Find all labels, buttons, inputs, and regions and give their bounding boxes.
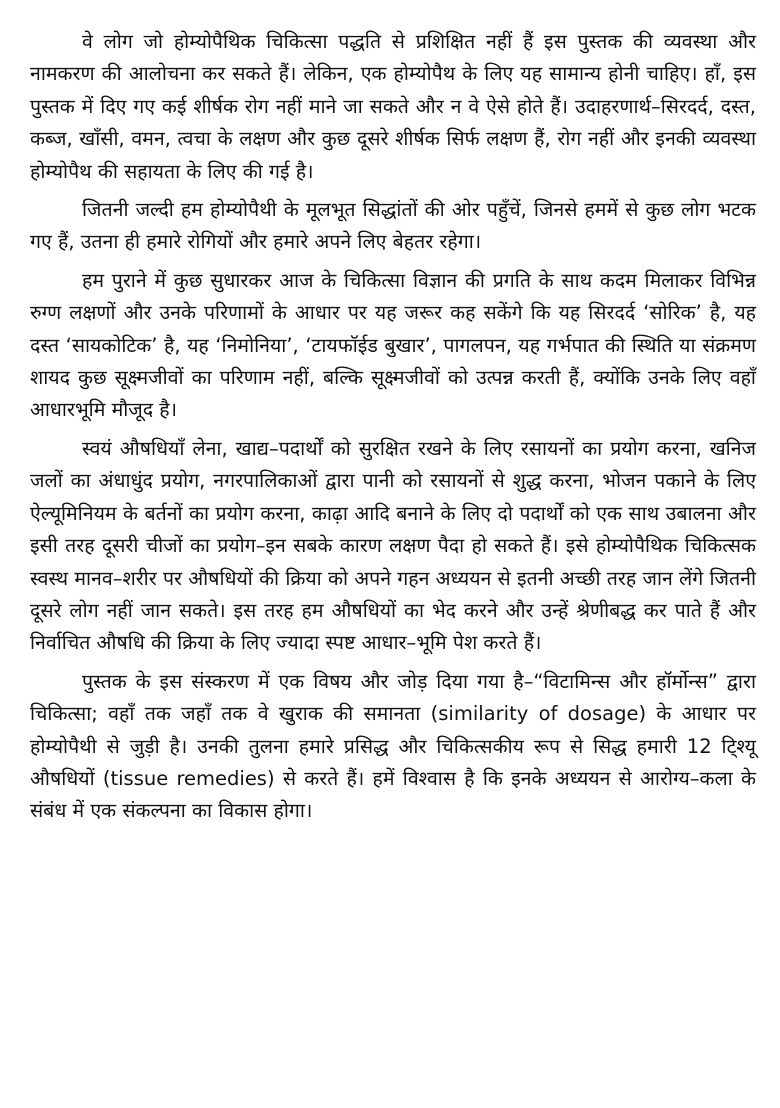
paragraph-1: वे लोग जो होम्योपैथिक चिकित्सा पद्धति से प्रशिक्षित नहीं हैं इस पुस्तक की व्यवस्था और नामकरण की आलोचना कर सकते हैं। लेकिन, एक होम्योपैथ के लिए यह सामान्य होनी चाहिए। हाँ, इस पुस्तक में दिए गए कई शीर्षक रोग नहीं माने जा सकते और न वे ऐसे होते हैं। उदाहरणार्थ–सिरदर्द, दस्त, कब्ज, खाँसी, वमन, त्वचा के लक्षण और कुछ दूसरे शीर्षक सिर्फ लक्षण हैं, रोग नहीं और इनकी व्यवस्था होम्योपैथ की सहायता के लिए की गई है। [30, 30, 756, 183]
paragraph-4: स्वयं औषधियाँ लेना, खाद्य–पदार्थों को सुरक्षित रखने के लिए रसायनों का प्रयोग करना, खनिज जलों का अंधाधुंद प्रयोग, नगरपालिकाओं द्वारा पानी को रसायनों से शुद्ध करना, भोजन पकाने के लिए ऐल्यूमिनियम के बर्तनों का प्रयोग करना, काढ़ा आदि बनाने के लिए दो पदार्थों को एक साथ उबालना और इसी तरह दूसरी चीजों का प्रयोग–इन सबके कारण लक्षण पैदा हो सकते हैं। इसे होम्योपैथिक चिकित्सक स्वस्थ मानव–शरीर पर औषधियों की क्रिया को अपने गहन अध्ययन से इतनी अच्छी तरह जान लेंगे जितनी दूसरे लोग नहीं जान सकते। इस तरह हम औषधियों का भेद करने और उन्हें श्रेणीबद्ध कर पाते हैं और निर्वाचित औषधि की क्रिया के लिए ज्यादा स्पष्ट आधार–भूमि पेश करते हैं। [30, 436, 756, 655]
paragraph-3: हम पुराने में कुछ सुधारकर आज के चिकित्सा विज्ञान की प्रगति के साथ कदम मिलाकर विभिन्न रुग्ण लक्षणों और उनके परिणामों के आधार पर यह जरूर कह सकेंगे कि यह सिरदर्द ‘सोरिक’ है, यह दस्त ‘सायकोटिक’ है, यह ‘निमोनिया’, ‘टायफॉईड बुखार’, पागलपन, यह गर्भपात की स्थिति या संक्रमण शायद कुछ सूक्ष्मजीवों का परिणाम नहीं, बल्कि सूक्ष्मजीवों को उत्पन्न करती हैं, क्योंकि उनके लिए वहाँ आधारभूमि मौजूद है। [30, 268, 756, 422]
paragraph-5: पुस्तक के इस संस्करण में एक विषय और जोड़ दिया गया है–“विटामिन्स और हॉर्मोन्स” द्वारा चिकित्सा; वहाँ तक जहाँ तक वे खुराक की समानता (similarity of dosage) के आधार पर होम्योपैथी से जुड़ी है। उनकी तुलना हमारे प्रसिद्ध और चिकित्सकीय रूप से सिद्ध हमारी 12 टि्श्यू औषधियों (tissue remedies) से करते हैं। हमें विश्वास है कि इनके अध्ययन से आरोग्य–कला के संबंध में एक संकल्पना का विकास होगा। [30, 669, 756, 823]
paragraph-2: जितनी जल्दी हम होम्योपैथी के मूलभूत सिद्धांतों की ओर पहुँचें, जिनसे हममें से कुछ लोग भटक गए हैं, उतना ही हमारे रोगियों और हमारे अपने लिए बेहतर रहेगा। [30, 198, 756, 254]
